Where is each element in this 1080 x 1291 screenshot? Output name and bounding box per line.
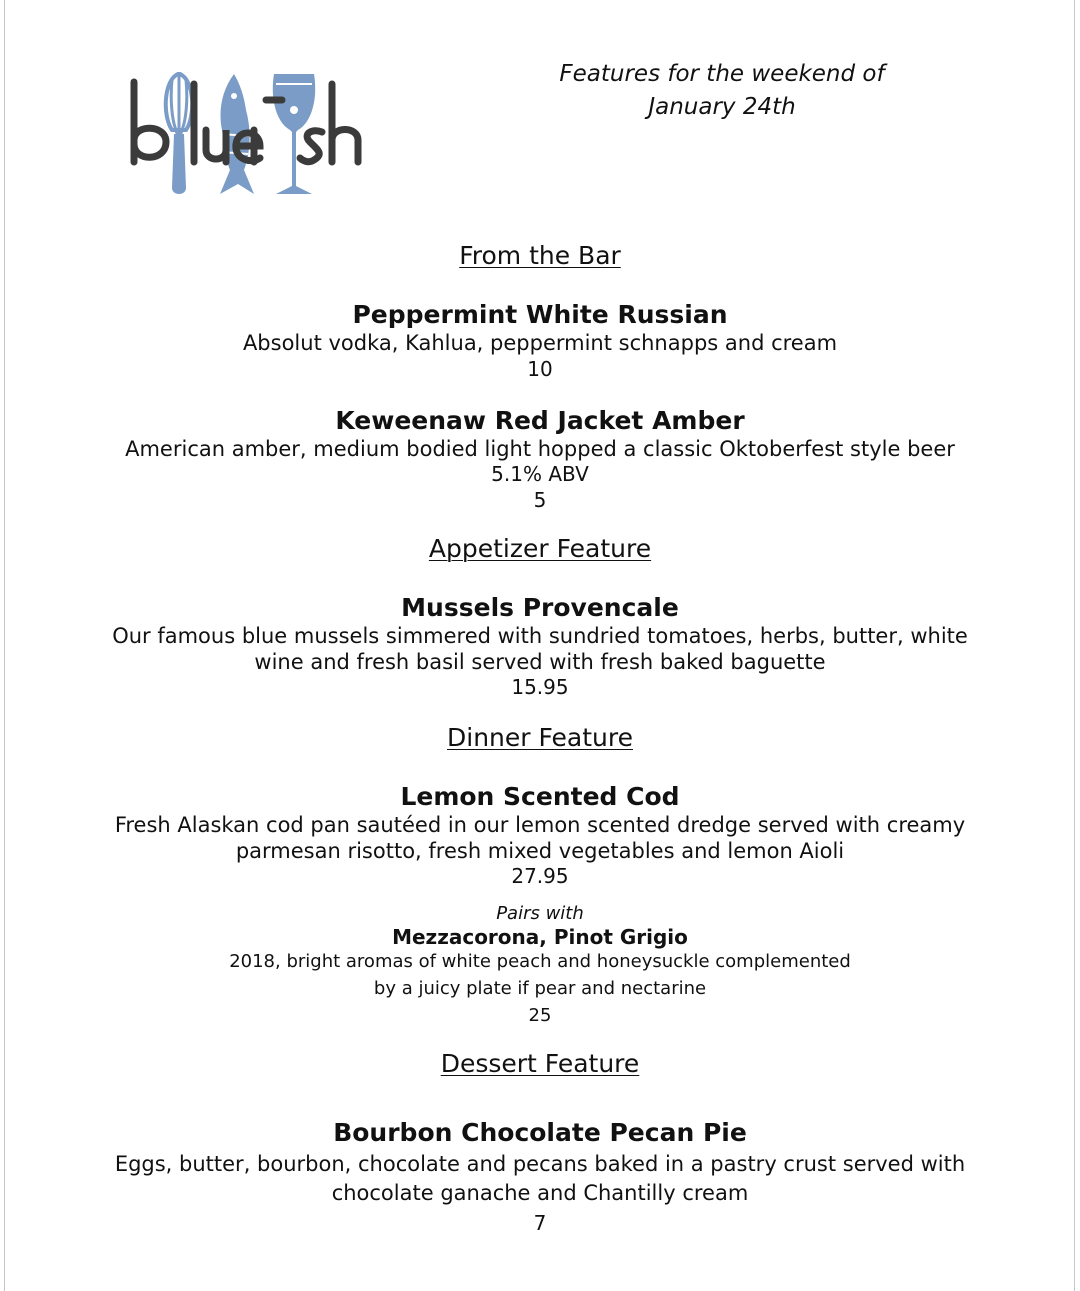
pairing-description-line-2: by a juicy plate if pear and nectarine xyxy=(373,978,707,999)
dinner-description-line-1: Fresh Alaskan cod pan sautéed in our lemon scented dredge served with creamy xyxy=(114,813,966,837)
appetizer-description-line-2: wine and fresh basil served with fresh baked baguette xyxy=(254,650,826,674)
pairing-price: 25 xyxy=(528,1005,552,1026)
bar-item1-price: 10 xyxy=(527,357,553,381)
bar-item2-name: Keweenaw Red Jacket Amber xyxy=(335,406,745,435)
pairing-description-line-1: 2018, bright aromas of white peach and honeysuckle complemented xyxy=(229,951,851,972)
header-line-2: January 24th xyxy=(648,94,796,120)
bar-section-heading: From the Bar xyxy=(459,241,621,270)
appetizer-name: Mussels Provencale xyxy=(401,593,679,622)
appetizer-description-line-1: Our famous blue mussels simmered with sundried tomatoes, herbs, butter, white xyxy=(112,624,968,648)
pairing-wine-name: Mezzacorona, Pinot Grigio xyxy=(392,925,688,949)
appetizer-price: 15.95 xyxy=(511,675,569,699)
dinner-section-heading: Dinner Feature xyxy=(447,723,633,752)
dessert-description-line-2: chocolate ganache and Chantilly cream xyxy=(331,1181,749,1205)
bar-item2-description: American amber, medium bodied light hopped a classic Oktoberfest style beer xyxy=(125,437,955,461)
dessert-price: 7 xyxy=(533,1211,547,1235)
bar-item2-abv: 5.1% ABV xyxy=(491,462,589,486)
bar-item1-description: Absolut vodka, Kahlua, peppermint schnapps and cream xyxy=(242,331,838,355)
dessert-name: Bourbon Chocolate Pecan Pie xyxy=(333,1118,747,1147)
dessert-section-heading: Dessert Feature xyxy=(440,1049,640,1078)
weekend-header xyxy=(522,58,922,124)
bar-item2-price: 5 xyxy=(533,488,547,512)
bar-item1-name: Peppermint White Russian xyxy=(352,300,728,329)
dinner-description-line-2: parmesan risotto, fresh mixed vegetables and lemon Aioli xyxy=(235,839,845,863)
header-line-1: Features for the weekend of xyxy=(559,61,885,87)
bluefish-logo xyxy=(126,70,366,202)
pairing-intro: Pairs with xyxy=(496,903,584,924)
dessert-description-line-1: Eggs, butter, bourbon, chocolate and pecans baked in a pastry crust served with xyxy=(114,1152,966,1176)
dinner-name: Lemon Scented Cod xyxy=(400,782,680,811)
dinner-price: 27.95 xyxy=(511,864,569,888)
appetizer-section-heading: Appetizer Feature xyxy=(428,534,652,563)
